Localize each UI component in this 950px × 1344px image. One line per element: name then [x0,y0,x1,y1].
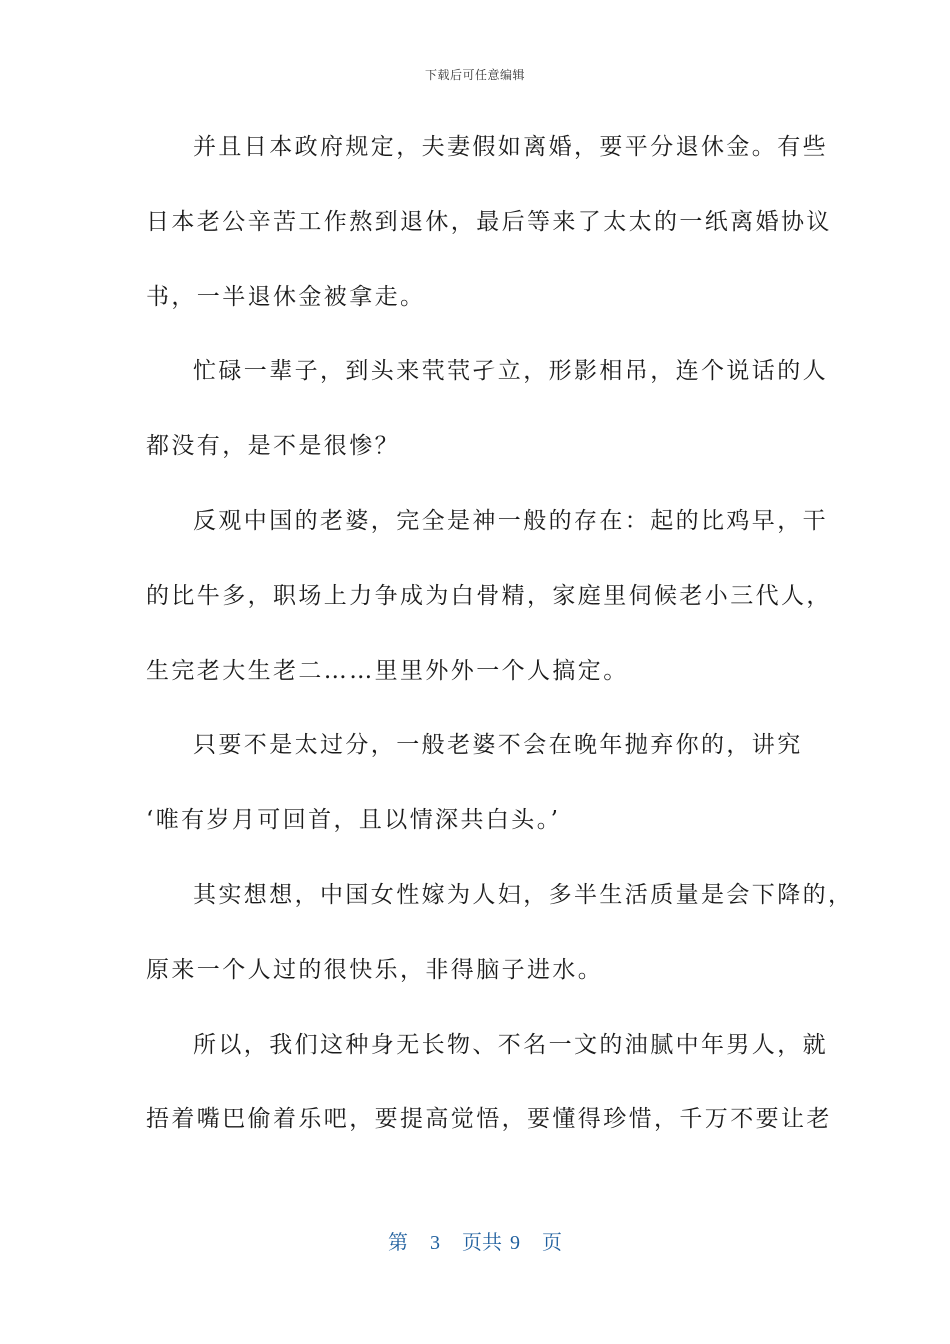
paragraph-1-line-2: 日本老公辛苦工作熬到退休，最后等来了太太的一纸离婚协议 [146,208,832,235]
footer-suffix: 页 [542,1232,562,1254]
footer-total-pages: 9 [510,1232,520,1254]
header-note: 下载后可任意编辑 [424,68,525,82]
footer-middle: 页共 [462,1232,502,1254]
paragraph-5-line-1: 其实想想，中国女性嫁为人妇，多半生活质量是会下降的， [193,881,854,908]
paragraph-3-line-1: 反观中国的老婆，完全是神一般的存在：起的比鸡早，干 [193,507,828,534]
article-body [146,122,854,1169]
paragraph-2-line-2: 都没有，是不是很惨？ [146,433,400,460]
footer-current-page: 3 [430,1232,440,1254]
paragraph-3-line-3: 生完老大生老二……里里外外一个人搞定。 [146,657,629,684]
paragraph-2-line-1: 忙碌一辈子，到头来茕茕孑立，形影相吊，连个说话的人 [193,358,828,385]
paragraph-1-line-3: 书，一半退休金被拿走。 [146,283,426,310]
paragraph-6-line-2: 捂着嘴巴偷着乐吧，要提高觉悟，要懂得珍惜，千万不要让老 [146,1106,832,1133]
page-footer [0,1226,950,1255]
paragraph-4-line-1: 只要不是太过分，一般老婆不会在晚年抛弃你的，讲究 [193,732,803,759]
paragraph-1-line-1: 并且日本政府规定，夫妻假如离婚，要平分退休金。有些 [193,134,828,160]
paragraph-3-line-2: 的比牛多，职场上力争成为白骨精，家庭里伺候老小三代人， [146,582,832,609]
paragraph-5-line-2: 原来一个人过的很快乐，非得脑子进水。 [146,956,604,983]
paragraph-6-line-1: 所以，我们这种身无长物、不名一文的油腻中年男人，就 [193,1031,828,1058]
footer-prefix: 第 [388,1232,408,1254]
paragraph-4-line-2: ‘唯有岁月可回首，且以情深共白头。’ [146,807,561,834]
